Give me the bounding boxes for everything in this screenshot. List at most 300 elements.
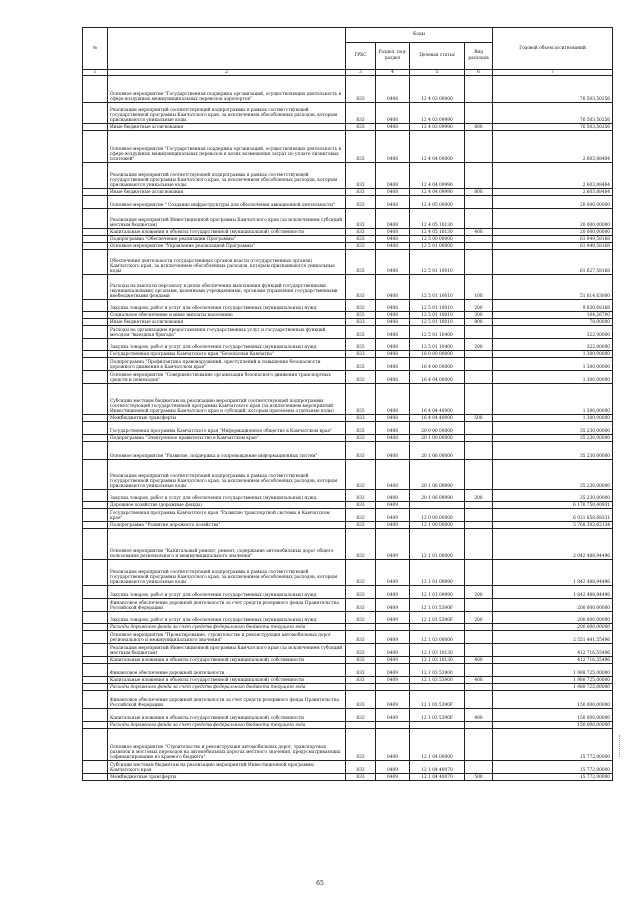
row-number-cell bbox=[83, 422, 108, 435]
table-row bbox=[83, 761, 613, 774]
row-amount-cell: 76 503,50256 bbox=[493, 124, 613, 131]
column-number: 5 bbox=[410, 70, 465, 76]
row-section-cell: 0408 bbox=[376, 76, 410, 103]
row-number-cell bbox=[83, 243, 108, 250]
row-type-cell bbox=[465, 326, 493, 339]
row-section-cell: 0409 bbox=[376, 644, 410, 657]
row-amount-cell: 1 842 488,94496 bbox=[493, 586, 613, 599]
row-section-cell: 0409 bbox=[376, 529, 410, 560]
row-target-cell: 12 5 01 10400 bbox=[410, 339, 465, 351]
row-number-cell bbox=[83, 664, 108, 677]
row-grbs-cell: 833 bbox=[346, 599, 376, 612]
row-name-cell: Реализация мероприятий соответствующей подпрограммы в рамках соответствующей государственной программы Камчатского края, за исключением обособленных расходов, которым присваиваются уникальные коды bbox=[108, 163, 346, 189]
row-type-cell bbox=[465, 103, 493, 124]
row-section-cell: 0408 bbox=[376, 358, 410, 371]
row-section-cell: 0408 bbox=[376, 490, 410, 502]
row-number-cell bbox=[83, 124, 108, 131]
row-number-cell bbox=[83, 131, 108, 163]
row-name-cell: Расходы дорожного фонда за счет средств федерального бюджета текущего года bbox=[108, 624, 346, 631]
row-amount-cell: 61 949,58168 bbox=[493, 243, 613, 250]
table-row bbox=[83, 502, 613, 509]
row-type-cell bbox=[465, 722, 493, 729]
row-grbs-cell: 833 bbox=[346, 358, 376, 371]
row-section-cell: 0409 bbox=[376, 522, 410, 529]
row-grbs-cell: 833 bbox=[346, 490, 376, 502]
row-name-cell: Реализация мероприятий Инвестиционной программы Камчатского края (за исключением субсидий местным бюджетам) bbox=[108, 209, 346, 229]
table-row bbox=[83, 560, 613, 586]
row-section-cell: 0409 bbox=[376, 612, 410, 624]
row-type-cell bbox=[465, 131, 493, 163]
row-amount-cell: 1 988 725,00000 bbox=[493, 664, 613, 677]
row-grbs-cell: 833 bbox=[346, 657, 376, 664]
row-target-cell: 12 1 03 5390F bbox=[410, 691, 465, 709]
table-row bbox=[83, 529, 613, 560]
row-name-cell: Иные бюджетные ассигнования bbox=[108, 189, 346, 196]
row-amount-cell: 15 772,00000 bbox=[493, 761, 613, 774]
row-name-cell: Субсидии местным бюджетам на реализацию мероприятий Инвестиционной программы Камчатского края bbox=[108, 761, 346, 774]
row-name-cell: Межбюджетные трансферты bbox=[108, 774, 346, 781]
row-grbs-cell: 833 bbox=[346, 529, 376, 560]
row-type-cell bbox=[465, 761, 493, 774]
row-target-cell: 12 1 00 00000 bbox=[410, 522, 465, 529]
row-name-cell: Обеспечение деятельности государственных органов власти (государственных органов) Камчатского края, за исключением обособленных расходов, которым присваиваются уникальные коды bbox=[108, 250, 346, 275]
row-grbs-cell: 833 bbox=[346, 229, 376, 236]
row-name-cell: Подпрограмма "Профилактика правонарушений, преступлений и повышение безопасности дорожного движения в Камчатском крае" bbox=[108, 358, 346, 371]
row-type-cell bbox=[465, 509, 493, 522]
row-target-cell: 12 4 05 10130 bbox=[410, 209, 465, 229]
column-number: 7 bbox=[493, 70, 613, 76]
table-row bbox=[83, 196, 613, 209]
row-type-cell: 400 bbox=[465, 677, 493, 684]
row-amount-cell: 15 772,00000 bbox=[493, 729, 613, 761]
row-amount-cell: 51 614,63000 bbox=[493, 275, 613, 300]
row-grbs-cell bbox=[346, 624, 376, 631]
row-amount-cell: 2 042 488,94496 bbox=[493, 529, 613, 560]
row-target-cell: 12 1 03 53900 bbox=[410, 664, 465, 677]
row-grbs-cell: 833 bbox=[346, 612, 376, 624]
table-note-row bbox=[83, 684, 613, 691]
row-section-cell: 0409 bbox=[376, 657, 410, 664]
row-number-cell bbox=[83, 522, 108, 529]
row-section-cell: 0409 bbox=[376, 509, 410, 522]
row-number-cell bbox=[83, 586, 108, 599]
row-grbs-cell: 833 bbox=[346, 189, 376, 196]
table-row bbox=[83, 209, 613, 229]
row-name-cell: Основное мероприятие "Проектирование, строительство и реконструкция автомобильных дорог регионального и межмуниципального значения" bbox=[108, 631, 346, 644]
row-name-cell: Субсидии местным бюджетам на реализацию мероприятий соответствующей подпрограммы соответствующей государственной программы Камчатского края (за исключением мероприятий Инвестиционной программы Камчатского края и субсидий, которым присвоены отдельные коды) bbox=[108, 384, 346, 415]
budget-sheet bbox=[82, 27, 612, 781]
row-number-cell bbox=[83, 76, 108, 103]
header-codes-group: Коды bbox=[346, 28, 493, 43]
row-amount-cell: 412 716,55496 bbox=[493, 644, 613, 657]
row-amount-cell: 150 000,00000 bbox=[493, 709, 613, 722]
row-number-cell bbox=[83, 657, 108, 664]
table-row bbox=[83, 339, 613, 351]
row-name-cell: Расходы на организацию предоставления государственных услуг и государственных функций методом "выездная бригада" bbox=[108, 326, 346, 339]
row-name-cell: Закупка товаров, работ и услуг для обеспечения государственных (муниципальных) нужд bbox=[108, 300, 346, 312]
row-name-cell: Государственная программа Камчатского края "Развитие транспортной системы в Камчатском крае" bbox=[108, 509, 346, 522]
row-amount-cell: 35 230,00000 bbox=[493, 460, 613, 490]
row-target-cell: 12 5 00 00000 bbox=[410, 236, 465, 243]
row-type-cell: 100 bbox=[465, 275, 493, 300]
row-amount-cell: 35 230,00000 bbox=[493, 490, 613, 502]
row-number-cell bbox=[83, 326, 108, 339]
header-grbs: ГРБС bbox=[346, 43, 376, 70]
row-target-cell: 20 0 00 00000 bbox=[410, 422, 465, 435]
row-number-cell bbox=[83, 300, 108, 312]
row-section-cell: 0408 bbox=[376, 124, 410, 131]
row-grbs-cell: 833 bbox=[346, 761, 376, 774]
table-row bbox=[83, 522, 613, 529]
row-target-cell: 12 4 03 09990 bbox=[410, 103, 465, 124]
row-type-cell bbox=[465, 460, 493, 490]
row-type-cell: 800 bbox=[465, 124, 493, 131]
row-amount-cell: 20 000,00000 bbox=[493, 196, 613, 209]
row-section-cell: 0408 bbox=[376, 319, 410, 326]
row-amount-cell: 104,26700 bbox=[493, 312, 613, 319]
row-type-cell bbox=[465, 599, 493, 612]
row-number-cell bbox=[83, 339, 108, 351]
table-row bbox=[83, 250, 613, 275]
row-section-cell: 0408 bbox=[376, 163, 410, 189]
row-type-cell: 200 bbox=[465, 300, 493, 312]
row-section-cell: 0409 bbox=[376, 599, 410, 612]
column-number: 1 bbox=[83, 70, 108, 76]
row-grbs-cell: 833 bbox=[346, 300, 376, 312]
row-name-cell: Капитальные вложения в объекты государственной (муниципальной) собственности bbox=[108, 229, 346, 236]
row-name-cell: Закупка товаров, работ и услуг для обеспечения государственных (муниципальных) нужд bbox=[108, 586, 346, 599]
row-grbs-cell: 833 bbox=[346, 631, 376, 644]
row-target-cell: 12 4 03 09990 bbox=[410, 124, 465, 131]
budget-rows bbox=[83, 76, 613, 781]
table-row bbox=[83, 612, 613, 624]
table-row bbox=[83, 442, 613, 460]
row-name-cell: Основное мероприятие " Создание инфраструктуры для обеспечения авиационной деятельности" bbox=[108, 196, 346, 209]
row-grbs-cell: 833 bbox=[346, 709, 376, 722]
row-name-cell: Основное мероприятие "Капитальный ремонт, ремонт, содержание автомобильных дорог общего пользования регионального и межмуниципального значения" bbox=[108, 529, 346, 560]
row-target-cell: 20 1 06 09990 bbox=[410, 490, 465, 502]
row-type-cell bbox=[465, 351, 493, 358]
row-number-cell bbox=[83, 684, 108, 691]
header-section: Раздел, под-раздел bbox=[376, 43, 410, 70]
row-target-cell: 12 1 01 5390F bbox=[410, 599, 465, 612]
row-type-cell bbox=[465, 529, 493, 560]
row-type-cell bbox=[465, 502, 493, 509]
row-amount-cell: 6 176 750,40931 bbox=[493, 502, 613, 509]
row-target-cell bbox=[410, 722, 465, 729]
row-type-cell bbox=[465, 729, 493, 761]
row-grbs-cell bbox=[346, 722, 376, 729]
row-name-cell: Финансовое обеспечение дорожной деятельности за счет средств резервного фонда Правительства Российской Федерации bbox=[108, 691, 346, 709]
row-name-cell: Дорожное хозяйство (дорожные фонды) bbox=[108, 502, 346, 509]
row-grbs-cell: 833 bbox=[346, 103, 376, 124]
row-grbs-cell: 833 bbox=[346, 131, 376, 163]
row-number-cell bbox=[83, 196, 108, 209]
row-type-cell bbox=[465, 209, 493, 229]
row-target-cell: 12 1 01 5390F bbox=[410, 612, 465, 624]
row-grbs-cell: 833 bbox=[346, 196, 376, 209]
row-grbs-cell: 833 bbox=[346, 371, 376, 384]
row-type-cell bbox=[465, 435, 493, 442]
row-section-cell: 0409 bbox=[376, 691, 410, 709]
table-row bbox=[83, 371, 613, 384]
row-name-cell: Закупка товаров, работ и услуг для обеспечения государственных (муниципальных) нужд bbox=[108, 612, 346, 624]
row-type-cell bbox=[465, 76, 493, 103]
row-section-cell: 0409 bbox=[376, 560, 410, 586]
row-number-cell bbox=[83, 599, 108, 612]
row-name-cell: Подпрограмма "Электронное правительство в Камчатском крае" bbox=[108, 435, 346, 442]
row-target-cell: 12 5 01 10010 bbox=[410, 275, 465, 300]
row-amount-cell: 1 842 488,94496 bbox=[493, 560, 613, 586]
row-name-cell: Основное мероприятие "Совершенствование организации безопасного движения транспортных средств и пешеходов" bbox=[108, 371, 346, 384]
header-name bbox=[108, 28, 346, 70]
row-name-cell: Расходы дорожного фонда за счет средств федерального бюджета текущего года bbox=[108, 722, 346, 729]
row-section-cell: 0408 bbox=[376, 422, 410, 435]
row-section-cell: 0408 bbox=[376, 300, 410, 312]
table-row bbox=[83, 490, 613, 502]
row-target-cell: 12 0 00 00000 bbox=[410, 509, 465, 522]
table-row bbox=[83, 236, 613, 243]
table-row bbox=[83, 709, 613, 722]
row-amount-cell: 150 000,00000 bbox=[493, 722, 613, 729]
table-row bbox=[83, 229, 613, 236]
row-target-cell: 16 4 04 40000 bbox=[410, 415, 465, 422]
row-grbs-cell: 833 bbox=[346, 522, 376, 529]
header-total: Годовой объем ассигнований bbox=[493, 28, 613, 70]
row-type-cell bbox=[465, 236, 493, 243]
row-number-cell bbox=[83, 103, 108, 124]
budget-table bbox=[82, 27, 613, 781]
row-grbs-cell: 833 bbox=[346, 586, 376, 599]
row-number-cell bbox=[83, 435, 108, 442]
row-grbs-cell: 833 bbox=[346, 664, 376, 677]
row-number-cell bbox=[83, 460, 108, 490]
row-amount-cell: 76 503,50256 bbox=[493, 103, 613, 124]
row-section-cell: 0409 bbox=[376, 586, 410, 599]
row-number-cell bbox=[83, 163, 108, 189]
row-amount-cell: 35 230,00000 bbox=[493, 442, 613, 460]
row-number-cell bbox=[83, 209, 108, 229]
row-amount-cell: 2 551 441,55496 bbox=[493, 631, 613, 644]
row-number-cell bbox=[83, 631, 108, 644]
row-name-cell: Реализация мероприятий Инвестиционной программы Камчатского края (за исключением субсидий местным бюджетам) bbox=[108, 644, 346, 657]
row-section-cell: 0408 bbox=[376, 275, 410, 300]
row-amount-cell: 20 000,00000 bbox=[493, 229, 613, 236]
row-type-cell: 200 bbox=[465, 586, 493, 599]
row-grbs-cell: 833 bbox=[346, 509, 376, 522]
table-row bbox=[83, 586, 613, 599]
row-number-cell bbox=[83, 560, 108, 586]
row-number-cell bbox=[83, 358, 108, 371]
header-row-top bbox=[83, 28, 613, 43]
table-row bbox=[83, 326, 613, 339]
row-target-cell: 12 4 05 10130 bbox=[410, 229, 465, 236]
row-amount-cell: 61 949,58168 bbox=[493, 236, 613, 243]
row-target-cell: 12 5 01 00000 bbox=[410, 243, 465, 250]
row-name-cell: Иные бюджетные ассигнования bbox=[108, 319, 346, 326]
table-row bbox=[83, 384, 613, 415]
row-amount-cell: 5 768 303,62134 bbox=[493, 522, 613, 529]
row-number-cell bbox=[83, 490, 108, 502]
row-amount-cell: 322,00000 bbox=[493, 326, 613, 339]
row-target-cell: 12 4 04 00000 bbox=[410, 131, 465, 163]
row-number-cell bbox=[83, 229, 108, 236]
row-type-cell: 400 bbox=[465, 229, 493, 236]
row-number-cell bbox=[83, 691, 108, 709]
row-amount-cell: 2 603,88484 bbox=[493, 163, 613, 189]
row-amount-cell: 1 300,00000 bbox=[493, 358, 613, 371]
row-section-cell: 0408 bbox=[376, 384, 410, 415]
row-section-cell: 0408 bbox=[376, 435, 410, 442]
row-section-cell: 0408 bbox=[376, 131, 410, 163]
table-row bbox=[83, 358, 613, 371]
row-target-cell: 20 1 00 00000 bbox=[410, 435, 465, 442]
row-amount-cell: 2 603,88484 bbox=[493, 131, 613, 163]
row-amount-cell: 20 000,00000 bbox=[493, 209, 613, 229]
row-section-cell bbox=[376, 624, 410, 631]
row-type-cell: 300 bbox=[465, 312, 493, 319]
row-target-cell bbox=[410, 684, 465, 691]
row-target-cell: 12 1 01 09990 bbox=[410, 560, 465, 586]
row-number-cell bbox=[83, 529, 108, 560]
row-name-cell: Капитальные вложения в объекты государственной (муниципальной) собственности bbox=[108, 677, 346, 684]
row-target-cell: 12 5 01 10010 bbox=[410, 250, 465, 275]
row-type-cell bbox=[465, 243, 493, 250]
table-row bbox=[83, 415, 613, 422]
row-section-cell: 0408 bbox=[376, 312, 410, 319]
row-type-cell: 500 bbox=[465, 415, 493, 422]
row-name-cell: Закупка товаров, работ и услуг для обеспечения государственных (муниципальных) нужд bbox=[108, 339, 346, 351]
row-section-cell: 0408 bbox=[376, 229, 410, 236]
row-grbs-cell: 833 bbox=[346, 460, 376, 490]
row-type-cell bbox=[465, 624, 493, 631]
row-type-cell: 200 bbox=[465, 612, 493, 624]
table-note-row bbox=[83, 722, 613, 729]
column-number: 3 bbox=[346, 70, 376, 76]
row-target-cell: 12 1 04 00000 bbox=[410, 729, 465, 761]
row-section-cell: 0408 bbox=[376, 196, 410, 209]
row-amount-cell: 412 716,55496 bbox=[493, 657, 613, 664]
row-target-cell: 12 1 03 10130 bbox=[410, 657, 465, 664]
row-grbs-cell: 833 bbox=[346, 163, 376, 189]
table-row bbox=[83, 631, 613, 644]
row-grbs-cell: 833 bbox=[346, 236, 376, 243]
column-number: 2 bbox=[108, 70, 346, 76]
table-row bbox=[83, 774, 613, 781]
row-name-cell: Расходы дорожного фонда за счет средств федерального бюджета текущего года bbox=[108, 684, 346, 691]
row-name-cell: Подпрограмма "Развитие дорожного хозяйства" bbox=[108, 522, 346, 529]
row-amount-cell: 1 300,00000 bbox=[493, 371, 613, 384]
row-type-cell bbox=[465, 691, 493, 709]
row-number-cell bbox=[83, 319, 108, 326]
row-amount-cell: 1 988 725,00000 bbox=[493, 677, 613, 684]
row-type-cell: 200 bbox=[465, 339, 493, 351]
row-target-cell: 12 1 01 00000 bbox=[410, 529, 465, 560]
row-section-cell: 0408 bbox=[376, 339, 410, 351]
row-target-cell: 12 5 01 10010 bbox=[410, 300, 465, 312]
row-target-cell: 16 0 00 00000 bbox=[410, 351, 465, 358]
row-grbs-cell bbox=[346, 684, 376, 691]
row-number-cell bbox=[83, 189, 108, 196]
row-number-cell bbox=[83, 624, 108, 631]
row-type-cell bbox=[465, 631, 493, 644]
column-number: 6 bbox=[465, 70, 493, 76]
row-grbs-cell: 833 bbox=[346, 502, 376, 509]
row-amount-cell: 200 000,00000 bbox=[493, 612, 613, 624]
row-number-cell bbox=[83, 312, 108, 319]
table-row bbox=[83, 275, 613, 300]
row-section-cell: 0408 bbox=[376, 371, 410, 384]
scan-edge-mark bbox=[619, 735, 623, 757]
row-number-cell bbox=[83, 612, 108, 624]
row-type-cell bbox=[465, 644, 493, 657]
row-section-cell: 0409 bbox=[376, 664, 410, 677]
row-target-cell bbox=[410, 502, 465, 509]
row-name-cell: Иные бюджетные ассигнования bbox=[108, 124, 346, 131]
row-type-cell bbox=[465, 422, 493, 435]
row-number-cell bbox=[83, 644, 108, 657]
row-target-cell: 12 1 03 53900 bbox=[410, 677, 465, 684]
row-amount-cell: 35 230,00000 bbox=[493, 435, 613, 442]
row-grbs-cell: 833 bbox=[346, 422, 376, 435]
row-section-cell: 0408 bbox=[376, 460, 410, 490]
row-target-cell: 20 1 06 09990 bbox=[410, 460, 465, 490]
row-type-cell: 400 bbox=[465, 657, 493, 664]
column-number: 4 bbox=[376, 70, 410, 76]
header-number: № bbox=[83, 28, 108, 70]
table-row bbox=[83, 76, 613, 103]
row-number-cell bbox=[83, 351, 108, 358]
row-grbs-cell: 833 bbox=[346, 644, 376, 657]
row-amount-cell: 1 988 725,00000 bbox=[493, 684, 613, 691]
row-target-cell: 12 1 04 40070 bbox=[410, 774, 465, 781]
row-name-cell: Основное мероприятие "Строительство и реконструкция автомобильных дорог, транспортных развязок и мостовых переходов на автомобильных дорогах местного значения, предусматривающих софинансирование из краевого бюджета" bbox=[108, 729, 346, 761]
table-row bbox=[83, 312, 613, 319]
row-number-cell bbox=[83, 415, 108, 422]
row-type-cell bbox=[465, 522, 493, 529]
row-number-cell bbox=[83, 275, 108, 300]
row-name-cell: Социальное обеспечение и иные выплаты населению bbox=[108, 312, 346, 319]
table-row bbox=[83, 124, 613, 131]
row-section-cell: 0409 bbox=[376, 729, 410, 761]
row-section-cell bbox=[376, 722, 410, 729]
row-target-cell: 12 4 03 00000 bbox=[410, 76, 465, 103]
table-row bbox=[83, 131, 613, 163]
header-type: Вид расходов bbox=[465, 43, 493, 70]
row-amount-cell: 35 230,00000 bbox=[493, 422, 613, 435]
table-row bbox=[83, 163, 613, 189]
row-grbs-cell: 833 bbox=[346, 124, 376, 131]
row-section-cell: 0409 bbox=[376, 631, 410, 644]
row-grbs-cell: 833 bbox=[346, 351, 376, 358]
row-grbs-cell: 833 bbox=[346, 250, 376, 275]
row-grbs-cell: 833 bbox=[346, 560, 376, 586]
row-target-cell: 16 4 00 00000 bbox=[410, 358, 465, 371]
row-name-cell: Реализация мероприятий соответствующей подпрограммы в рамках соответствующей государственной программы Камчатского края, за исключением обособленных расходов, которым присваиваются уникальные коды bbox=[108, 460, 346, 490]
row-type-cell bbox=[465, 442, 493, 460]
row-amount-cell: 1 300,00000 bbox=[493, 384, 613, 415]
row-grbs-cell: 833 bbox=[346, 729, 376, 761]
row-section-cell: 0408 bbox=[376, 415, 410, 422]
row-grbs-cell: 833 bbox=[346, 312, 376, 319]
table-note-row bbox=[83, 624, 613, 631]
table-row bbox=[83, 644, 613, 657]
row-type-cell bbox=[465, 384, 493, 415]
row-type-cell bbox=[465, 250, 493, 275]
table-row bbox=[83, 319, 613, 326]
row-section-cell: 0408 bbox=[376, 243, 410, 250]
row-number-cell bbox=[83, 371, 108, 384]
